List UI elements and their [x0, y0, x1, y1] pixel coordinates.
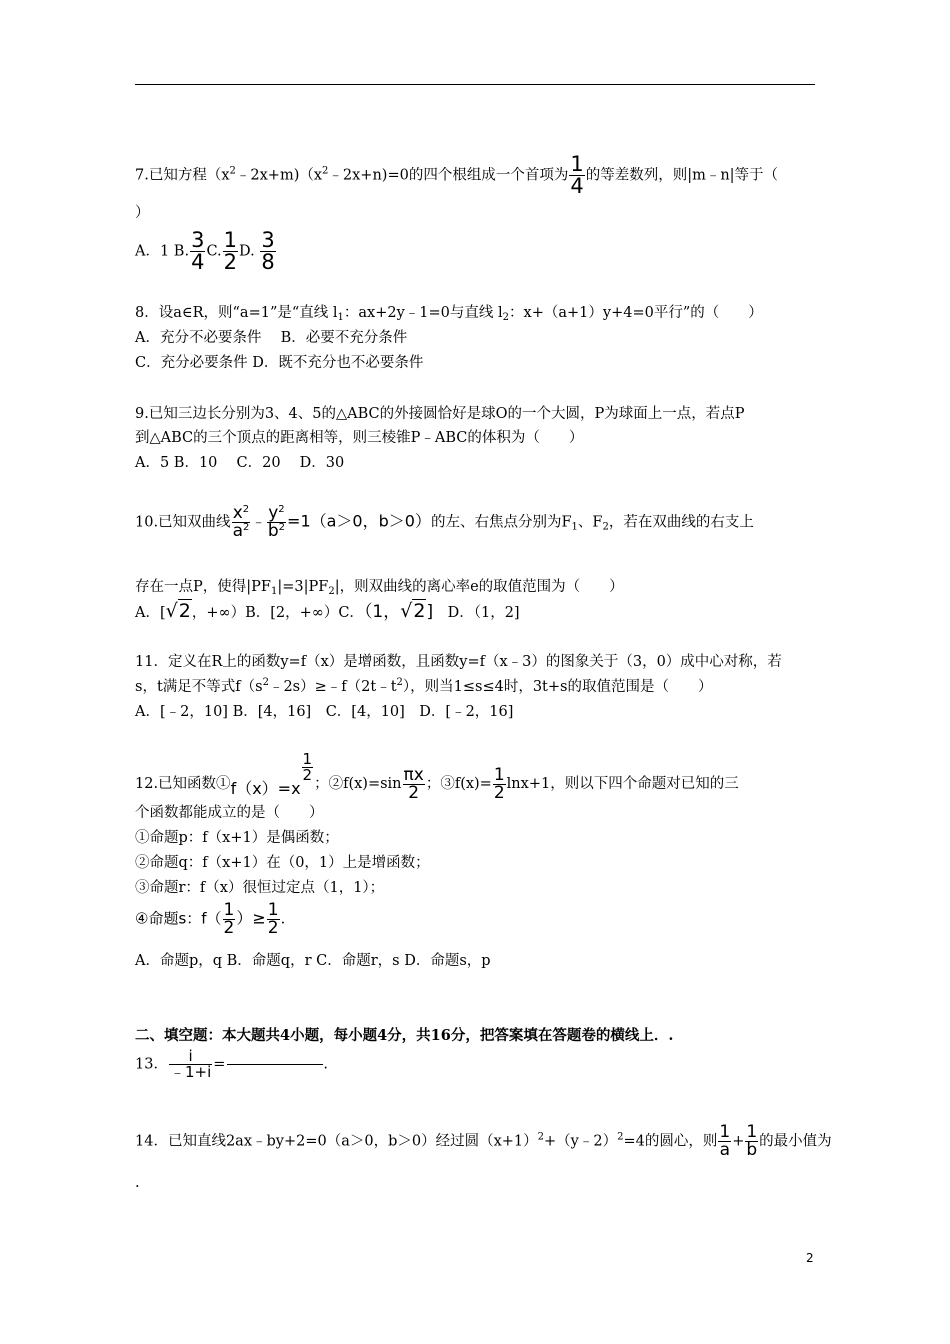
q13-line — [135, 1049, 328, 1080]
q9-line1: 9.已知三边长分别为3、4、5的△ABC的外接圆恰好是球O的一个大圆，P为球面上一点，若点P — [135, 406, 745, 422]
q14-text: =4的圆心，则 — [623, 1133, 718, 1150]
frac-den — [267, 522, 286, 540]
q10-y-over-b — [267, 505, 286, 540]
section2-title: 二、填空题：本大题共4小题，每小题4分，共16分，把答案填在答题卷的横线上．. — [135, 1027, 674, 1044]
q8-text: ：x+（a+1）y+4=0平行”的（ ） — [509, 305, 763, 321]
q7-sup: 2 — [322, 165, 329, 177]
q12-text: ；③f(x)= — [425, 776, 492, 792]
frac-den: 2 — [267, 918, 279, 938]
q12-text: lnx+1，则以下四个命题对已知的三 — [506, 776, 739, 792]
q12-text: . — [280, 911, 286, 928]
frac-num: 1 — [493, 764, 505, 785]
exp: 2 — [242, 522, 250, 533]
exp: 2 — [278, 504, 285, 515]
sub: 2 — [602, 521, 609, 533]
q12-text: ）≥ — [236, 908, 266, 928]
q14-text: 的最小值为 — [759, 1133, 832, 1150]
q12-s-frac1 — [223, 902, 236, 937]
q7-opt-d-frac — [260, 230, 275, 273]
q12-prop-q: ②命题q：f（x+1）在（0，1）上是增函数； — [135, 855, 430, 871]
q10-opt-a: A．[ — [135, 605, 166, 621]
q14-line1 — [135, 1124, 832, 1159]
q8-line1 — [135, 301, 763, 323]
frac-num: πx — [403, 764, 424, 785]
q7-text: ﹣2x+n)=0的四个根组成一个首项为 — [328, 167, 569, 184]
frac-num: 1 — [570, 152, 584, 176]
frac-den: 2 — [302, 766, 313, 784]
q10-text: |，则双曲线的离心率e的取值范围为（ ） — [334, 579, 624, 595]
q10-text: 10.已知双曲线 — [135, 514, 231, 531]
frac-den: 4 — [570, 174, 584, 198]
frac-den: 2 — [223, 918, 235, 938]
frac-num: i — [188, 1047, 193, 1065]
radicand: 2 — [178, 600, 191, 622]
q12-pi-frac — [403, 764, 425, 803]
q14-line2: . — [135, 1175, 140, 1191]
q12-exponent-frac — [302, 752, 314, 783]
q8-sub: 2 — [502, 312, 510, 323]
sup: 2 — [537, 1131, 545, 1143]
frac-den: 2 — [493, 782, 505, 803]
q11-text: ﹣2s）≥﹣f（2t﹣t — [268, 679, 397, 695]
frac-num: 1 — [746, 1122, 758, 1142]
q7-options — [135, 230, 277, 273]
minus-sign: ﹣ — [251, 514, 266, 531]
q10-text: 的左、右焦点分别为F — [430, 514, 572, 531]
q11-options: A．[﹣2，10] B．[4，16] C．[4，10] D．[﹣2，16] — [135, 704, 514, 720]
q10-line1 — [135, 505, 754, 540]
q14-text: +（y﹣2） — [544, 1133, 618, 1150]
q10-text: 存在一点P，使得|PF — [135, 579, 271, 595]
sqrt-symbol: √2 — [400, 600, 426, 622]
q12-options: A．命题p，q B．命题q，r C．命题r，s D．命题s，p — [135, 953, 491, 969]
sup: 2 — [617, 1131, 624, 1143]
q12-prop-p: ①命题p：f（x+1）是偶函数； — [135, 830, 339, 846]
q10-text: |=3|PF — [277, 579, 329, 595]
page-number: 2 — [806, 1251, 814, 1265]
q10-x-over-a — [232, 505, 251, 540]
q12-text: ④命题s：f（ — [135, 909, 222, 928]
q12-prop-r: ③命题r：f（x）很恒过定点（1，1）； — [135, 880, 385, 896]
q12-prop-s — [135, 902, 285, 937]
q8-text: ：ax+2y﹣1=0与直线 l — [343, 305, 503, 321]
q7-line2: ） — [135, 205, 150, 221]
frac-den: 2 — [403, 784, 425, 802]
sup: 2 — [262, 677, 269, 688]
frac-den: b — [746, 1140, 758, 1160]
header-rule — [135, 84, 815, 85]
q11-line2 — [135, 675, 712, 696]
frac-den — [232, 522, 251, 540]
q8-options-2: C．充分必要条件 D．既不充分也不必要条件 — [135, 355, 424, 371]
q14-frac-b — [745, 1124, 758, 1159]
q13-end: . — [323, 1056, 328, 1073]
exp: 2 — [278, 522, 286, 533]
q7-opt-c: C. — [206, 243, 222, 260]
q8-options-1: A．充分不必要条件 B．必要不充分条件 — [135, 330, 408, 346]
q12-ln-frac — [493, 764, 506, 803]
q11-text: ），则当1≤s≤4时，3t+s的取值范围是（ ） — [402, 679, 713, 695]
q10-opt-c: （1， — [363, 602, 401, 622]
frac-num: 3 — [261, 228, 275, 252]
q13-equals: = — [213, 1056, 226, 1073]
plus-sign: + — [732, 1133, 745, 1150]
frac-num: 1 — [302, 750, 313, 768]
q7-line1 — [135, 154, 778, 197]
q12-text: ；②f(x)=sin — [314, 776, 402, 792]
q7-text: ﹣2x+m)（x — [235, 167, 323, 184]
var-y: y — [268, 503, 279, 523]
answer-blank[interactable] — [227, 1064, 323, 1065]
q8-sub: 1 — [337, 312, 344, 323]
q12-line1 — [135, 752, 739, 802]
frac-num — [267, 505, 286, 522]
q14-frac-a — [718, 1124, 731, 1159]
frac-den: 2 — [223, 250, 238, 274]
q7-opt-d: D. — [239, 243, 255, 260]
q11-text: s，t满足不等式f（s — [135, 679, 263, 695]
q13-label: 13． — [135, 1056, 168, 1073]
sup: 2 — [396, 677, 403, 688]
q10-opt-c: ] — [426, 602, 434, 622]
q10-options — [135, 597, 520, 622]
sub: 2 — [328, 586, 335, 597]
frac-den: ﹣1+i — [169, 1063, 212, 1081]
frac-den: 4 — [191, 250, 205, 274]
q10-opt-d: D．（1，2] — [433, 605, 520, 621]
var-b: b — [267, 521, 279, 541]
q9-options: A．5 B．10 C．20 D．30 — [135, 455, 345, 471]
q10-line2 — [135, 575, 624, 597]
frac-num: 1 — [719, 1122, 731, 1142]
exp: 2 — [242, 504, 250, 515]
q10-text: ，若在双曲线的右支上 — [608, 514, 754, 531]
radicand: 2 — [413, 600, 426, 622]
frac-num: 1 — [223, 900, 235, 920]
q7-opt-c-frac — [223, 230, 238, 273]
q12-func1: f（x）=x — [230, 779, 301, 798]
sub: 1 — [571, 521, 578, 533]
q7-fraction — [569, 154, 584, 197]
frac-den: 8 — [261, 250, 275, 274]
frac-num: 1 — [267, 900, 279, 920]
q7-opt-a: A．1 B. — [135, 243, 190, 260]
q8-text: 8．设a∈R，则“a=1”是“直线 l — [135, 305, 338, 321]
q14-text: 14．已知直线2ax﹣by+2=0（a＞0，b＞0）经过圆（x+1） — [135, 1133, 538, 1150]
q7-text: 的等差数列，则|m﹣n|等于（ — [585, 167, 779, 184]
frac-num: 1 — [223, 228, 238, 252]
q11-line1: 11．定义在R上的函数y=f（x）是增函数，且函数y=f（x﹣3）的图象关于（3，0）成中心对称，若 — [135, 654, 782, 670]
q10-text: 、F — [577, 514, 603, 531]
q7-opt-b-frac — [190, 230, 205, 273]
q12-s-frac2 — [267, 902, 280, 937]
frac-num — [232, 505, 251, 522]
q10-condition: =1（a＞0，b＞0） — [287, 511, 431, 531]
q12-text: 12.已知函数① — [135, 776, 231, 792]
sub: 1 — [270, 586, 278, 597]
q7-sup: 2 — [229, 165, 236, 177]
frac-num: 3 — [191, 228, 205, 252]
q12-line2: 个函数都能成立的是（ ） — [135, 805, 324, 821]
sqrt-symbol: √2 — [165, 600, 191, 622]
var-x: x — [232, 503, 243, 523]
var-a: a — [232, 521, 243, 541]
q10-opt-b: ，+∞）B．[2，+∞）C． — [191, 605, 364, 621]
q13-fraction — [169, 1049, 212, 1080]
q7-text: 7.已知方程（x — [135, 167, 230, 184]
q9-line2: 到△ABC的三个顶点的距离相等，则三棱锥P﹣ABC的体积为（ ） — [135, 430, 584, 446]
frac-den: a — [719, 1140, 730, 1160]
